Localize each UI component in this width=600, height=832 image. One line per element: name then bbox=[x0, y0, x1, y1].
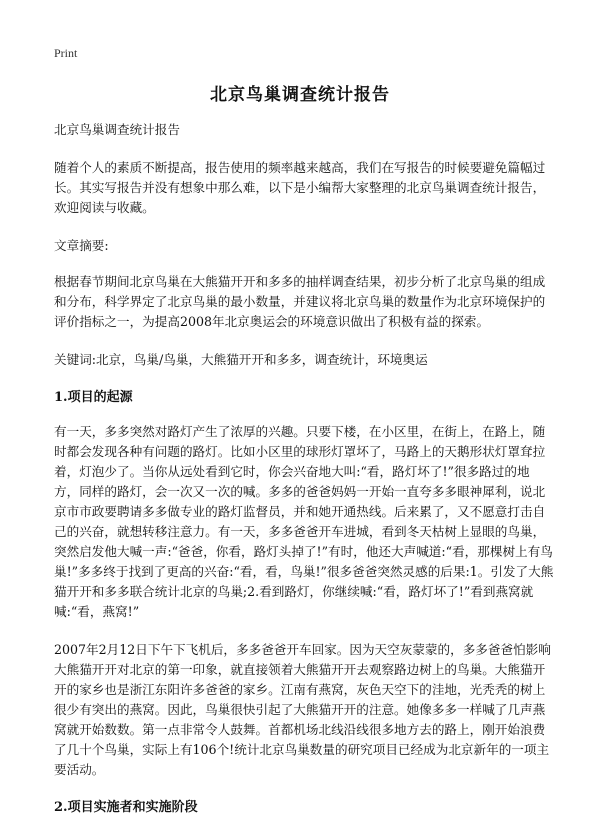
section-1-heading: 1.项目的起源 bbox=[54, 390, 133, 405]
section-1-paragraph-2: 2007年2月12日下午下飞机后，多多爸爸开车回家。因为天空灰蒙蒙的，多多爸爸怕影响大熊猫开开对北京的第一印象，就直接领着大熊猫开开去观察路边树上的鸟巢。大熊猫开开的家乡也是浙江东阳许多爸爸的家乡。江南有燕窝，灰色天空下的洼地，光秃秃的树上很少有突出的燕窝。因此，鸟巢很快引起了大熊猫开开的注意。她像多多一样喊了几声燕窝就开始数数。第一点非常令人鼓舞。首都机场北线沿线很多地方去的路上，刚开始浪费了几十个鸟巢，实际上有106个!统计北京鸟巢数量的研究项目已经成为北京新年的一项主要活动。 bbox=[54, 642, 551, 777]
section-1-paragraph-1: 有一天，多多突然对路灯产生了浓厚的兴趣。只要下楼，在小区里，在街上，在路上，随时都会发现各种有问题的路灯。比如小区里的球形灯罩坏了，马路上的天鹅形状灯罩耷拉着，灯泡少了。当你从远处看到它时，你会兴奋地大叫:“看，路灯坏了!”很多路过的地方，同样的路灯，会一次又一次的喊。多多的爸爸妈妈一开始一直夸多多眼神犀利，说北京市市政要聘请多多做专业的路灯监督员，并和她开通热线。后来累了，又不愿意打击自己的兴奋，就想转移注意力。有一天，多多爸爸开车进城，看到冬天枯树上显眼的鸟巢，突然启发他大喊一声:“爸爸，你看，路灯头掉了!”有时，他还大声喊道:“看，那棵树上有鸟巢!”多多终于找到了更高的兴奋:“看，看，鸟巢!”很多爸爸突然灵感的后果:1。引发了大熊猫开开和多多联合统计北京的鸟巢;2.看到路灯，你继续喊:“看，路灯坏了!”看到燕窝就喊:“看，燕窝!” bbox=[54, 424, 554, 619]
print-link[interactable]: Print bbox=[54, 46, 78, 60]
keywords-line: 关键词:北京，鸟巢/鸟巢，大熊猫开开和多多，调查统计，环境奥运 bbox=[54, 352, 428, 367]
document-body bbox=[54, 120, 554, 832]
abstract-paragraph: 根据春节期间北京鸟巢在大熊猫开开和多多的抽样调查结果，初步分析了北京鸟巢的组成和分布，科学界定了北京鸟巢的最小数量，并建议将北京鸟巢的数量作为北京环境保护的评价指标之一，为提高2008年北京奥运会的环境意识做出了积极有益的探索。 bbox=[54, 274, 546, 329]
abstract-label: 文章摘要: bbox=[54, 238, 109, 253]
intro-paragraph: 随着个人的素质不断提高，报告使用的频率越来越高，我们在写报告的时候要避免篇幅过长。其实写报告并没有想象中那么难，以下是小编帮大家整理的北京鸟巢调查统计报告，欢迎阅读与收藏。 bbox=[54, 160, 546, 215]
page-title: 北京鸟巢调查统计报告 bbox=[210, 85, 390, 105]
section-2-heading: 2.项目实施者和实施阶段 bbox=[54, 800, 198, 815]
document-subtitle: 北京鸟巢调查统计报告 bbox=[54, 122, 180, 137]
